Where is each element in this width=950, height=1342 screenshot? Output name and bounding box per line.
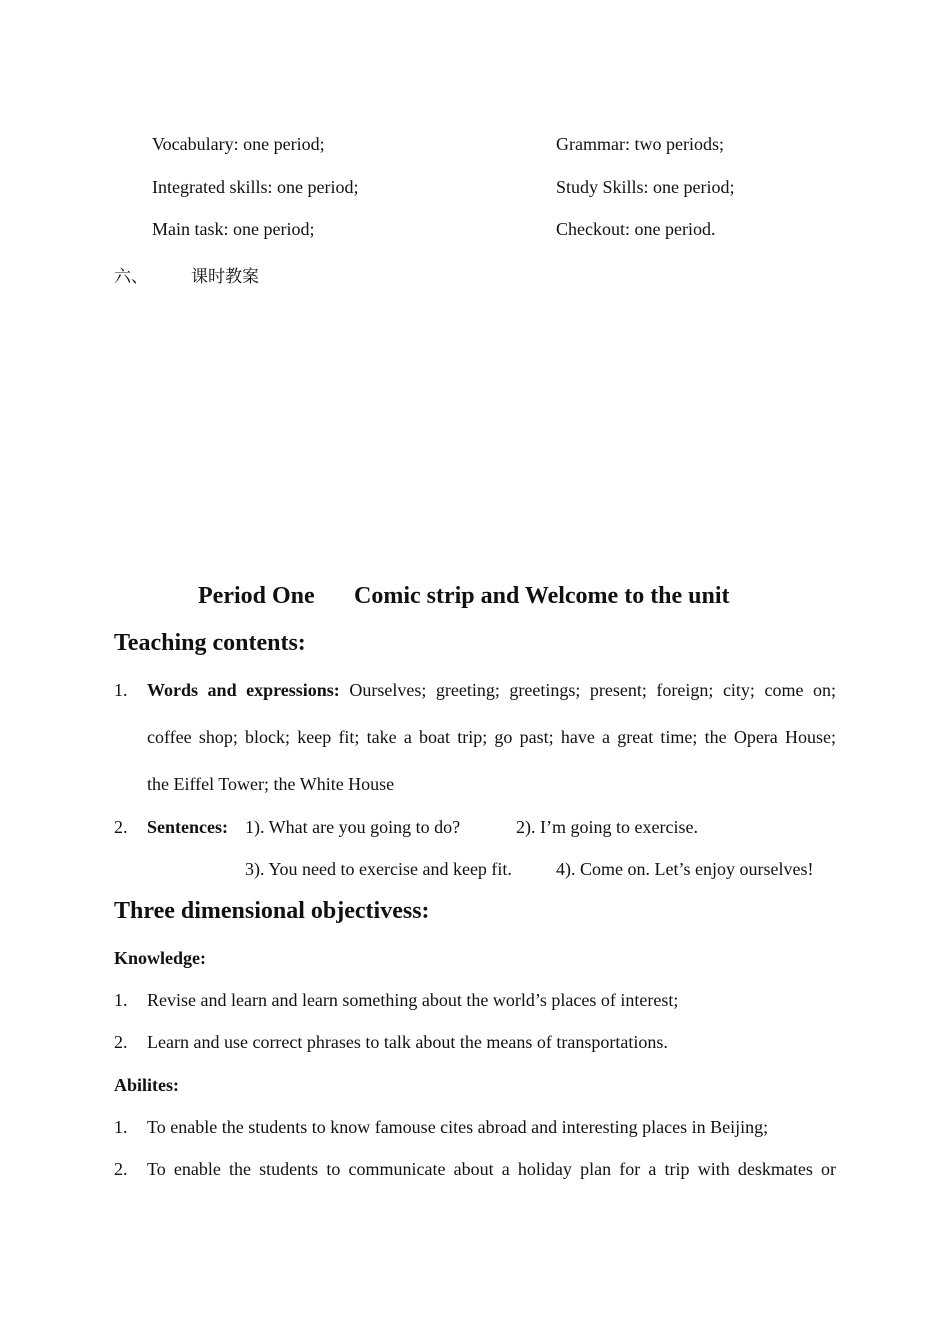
abilities-item-2-number: 2.: [114, 1159, 128, 1179]
knowledge-item-2-number: 2.: [114, 1032, 128, 1052]
period-checkout: Checkout: one period.: [556, 219, 716, 239]
abilities-item-1: To enable the students to know famouse cites abroad and interesting places in Beijing;: [147, 1117, 769, 1137]
period-title-part2: Comic strip and Welcome to the unit: [354, 583, 730, 609]
teaching-contents-heading: Teaching contents:: [114, 630, 306, 656]
period-vocabulary: Vocabulary: one period;: [152, 134, 325, 154]
period-grammar: Grammar: two periods;: [556, 134, 724, 154]
period-title-part1: Period One: [198, 583, 315, 609]
sentence-2: 2). I’m going to exercise.: [516, 817, 698, 837]
knowledge-label: Knowledge:: [114, 948, 206, 968]
knowledge-item-1: Revise and learn and learn something about the world’s places of interest;: [147, 990, 679, 1010]
sentence-1: 1). What are you going to do?: [245, 817, 461, 837]
item2-label: Sentences:: [147, 817, 228, 837]
abilities-label: Abilites:: [114, 1075, 179, 1095]
knowledge-item-2: Learn and use correct phrases to talk about the means of transportations.: [147, 1032, 668, 1052]
item1-number: 1.: [114, 680, 128, 700]
item1-label: Words and expressions:: [147, 680, 340, 700]
knowledge-item-1-number: 1.: [114, 990, 128, 1010]
section-six-number: 六、: [114, 267, 148, 287]
period-study: Study Skills: one period;: [556, 177, 735, 197]
item1-line1-text: Ourselves; greeting; greetings; present; foreign; city; come on;: [349, 680, 836, 700]
abilities-item-2: To enable the students to communicate about a holiday plan for a trip with deskmates or: [147, 1159, 836, 1179]
item1-line1: [147, 680, 836, 701]
sentence-3: 3). You need to exercise and keep fit.: [245, 859, 512, 879]
section-six-title: 课时教案: [191, 267, 259, 287]
sentence-4: 4). Come on. Let’s enjoy ourselves!: [556, 859, 814, 879]
abilities-item-1-number: 1.: [114, 1117, 128, 1137]
item1-line3: the Eiffel Tower; the White House: [147, 774, 395, 794]
period-integrated: Integrated skills: one period;: [152, 177, 359, 197]
item1-line2: coffee shop; block; keep fit; take a boat trip; go past; have a great time; the Opera House;: [147, 727, 836, 747]
item2-number: 2.: [114, 817, 128, 837]
period-main-task: Main task: one period;: [152, 219, 315, 239]
objectives-heading: Three dimensional objectivess:: [114, 898, 430, 924]
